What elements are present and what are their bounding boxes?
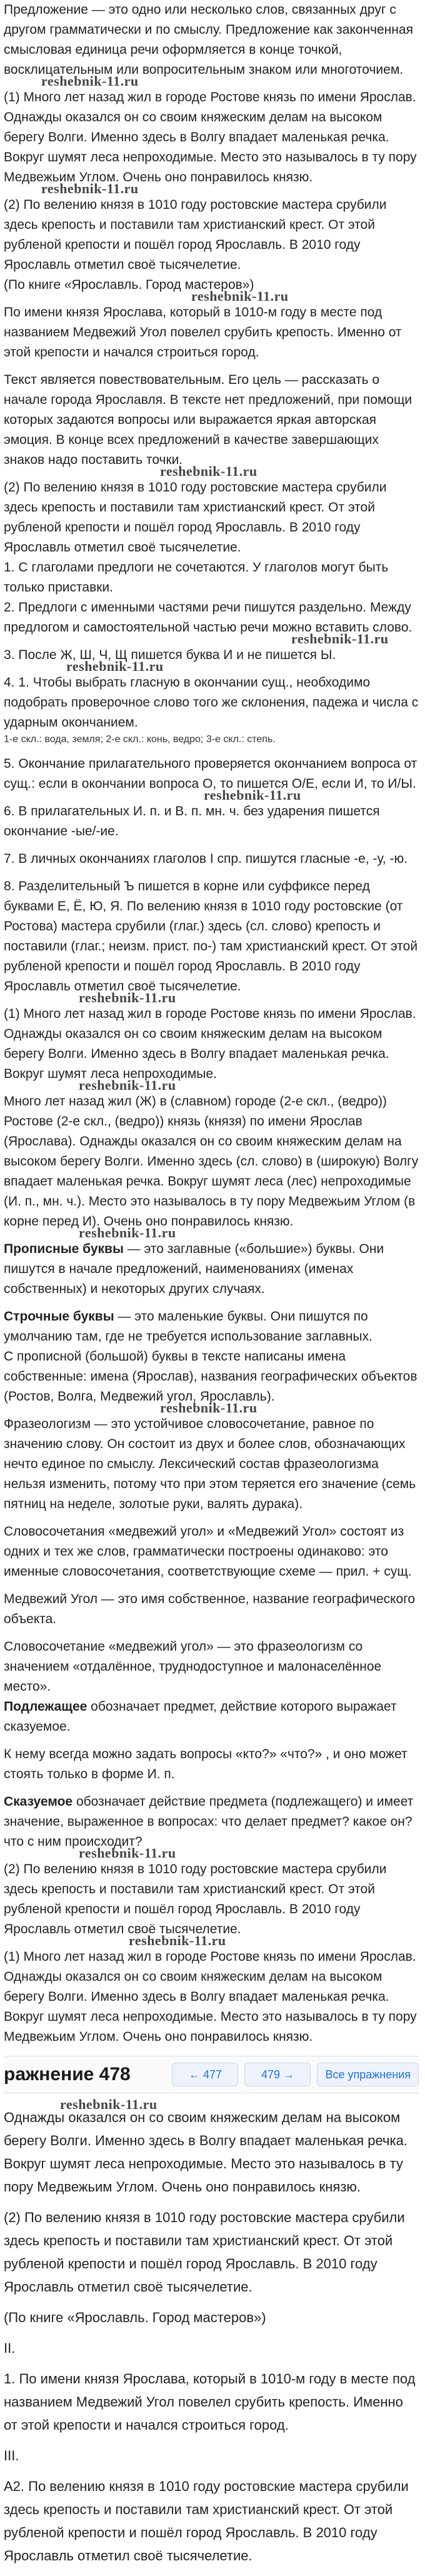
paragraph: 3. После Ж, Ш, Ч, Щ пишется буква И и не пишется Ы. xyxy=(4,648,336,662)
definition: Словосочетание «медвежий угол» — это фразеологизм со значением «отдалённое, труднодоступное и малонаселённое место». xyxy=(4,1639,382,1694)
paragraph: (2) По велению князя в 1010 году ростовские мастера срубили здесь крепость и поставили там христианский крест. От этой рубленой крепости и пошёл город Ярославль. В 2010 году Ярославль отметил своё тысячелетие. xyxy=(4,480,387,555)
paragraph: (2) По велению князя в 1010 году ростовские мастера срубили здесь крепость и поставили там христианский крест. От этой рубленой крепости и пошёл город Ярославль. В 2010 году Ярославль отметил своё тысячелетие. xyxy=(4,2210,405,2295)
definition: Прописные буквы — это заглавные («большие») буквы. Они пишутся в начале предложений, наименованиях (именах собственных) и некоторых других случаях. xyxy=(4,1242,384,1296)
paragraph: 1-е скл.: вода, земля; 2-е скл.: конь, ведро; 3-е скл.: степь. xyxy=(4,734,276,745)
section-number: II. xyxy=(4,2340,16,2356)
definition: С прописной (большой) буквы в тексте написаны имена собственные: имена (Ярослав), названия географических объектов (Ростов, Волга, Медвежий угол, Ярославль). xyxy=(4,1349,418,1404)
definition: Словосочетания «медвежий угол» и «Медвежий Угол» состоят из одних и тех же слов, грамматически построены одинаково: это именные словосочетания, соответствующие схеме — прил. + сущ. xyxy=(4,1524,412,1579)
paragraph: 1. С глаголами предлоги не сочетаются. У глаголов могут быть только приставки. xyxy=(4,560,389,595)
exercise-navbar xyxy=(4,2056,419,2093)
definition: К нему всегда можно задать вопросы «кто?» «что?» , и оно может стоять только в форме И. п. xyxy=(4,1747,408,1781)
paragraph: Однажды оказался он со своим княжеским делам на высоком берегу Волги. Именно здесь в Волгу впадает маленькая речка. Вокруг шумят леса непроходимые. Место это называлось в ту пору Медвежьим Углом. Очень оно понравилось князю. xyxy=(4,2110,408,2195)
paragraph: (1) Много лет назад жил в городе Ростове князь по имени Ярослав. Однажды оказался он со своим княжеским делам на высоком берегу Волги. Именно здесь в Волгу впадает маленькая речка. Вокруг шумят леса непроходимые. Место это называлось в ту пору Медвежьим Углом. Очень оно понравилось князю. xyxy=(4,90,417,184)
definition: Подлежащее обозначает предмет, действие которого выражает сказуемое. xyxy=(4,1699,397,1734)
paragraph: 2. Предлоги с именными частями речи пишутся раздельно. Между предлогом и самостоятельной частью речи можно вставить слово. xyxy=(4,600,412,635)
paragraph: 7. В личных окончаниях глаголов I спр. пишутся гласные -е, -у, -ю. xyxy=(4,852,408,866)
paragraph: 4. 1. Чтобы выбрать гласную в окончании сущ., необходимо подобрать проверочное слово того же склонения, падежа и числа с ударным окончанием. xyxy=(4,675,419,730)
prev-exercise-button[interactable]: ← 477 xyxy=(172,2063,238,2086)
definition: (1) Много лет назад жил в городе Ростове князь по имени Ярослав. Однажды оказался он со своим княжеским делам на высоком берегу Волги. Именно здесь в Волгу впадает маленькая речка. Вокруг шумят леса непроходимые. Место это называлось в ту пору Медвежьим Углом. Очень оно понравилось князю. xyxy=(4,1950,417,2044)
definition: Сказуемое обозначает действие предмета (подлежащего) и имеет значение, выраженное в вопросах: что делает предмет? какое он? что с ним происходит? xyxy=(4,1794,414,1849)
definition: (2) По велению князя в 1010 году ростовские мастера срубили здесь крепость и поставили там христианский крест. От этой рубленой крепости и пошёл город Ярославль. В 2010 году Ярославль отметил своё тысячелетие. xyxy=(4,1862,387,1936)
paragraph: 1. По имени князя Ярослава, который в 1010-м году в месте под названием Медвежий Угол повелел срубить крепость. Именно от этой крепости и начался строиться город. xyxy=(4,2371,416,2433)
definition: Фразеологизм — это устойчивое словосочетание, равное по значению слову. Он состоит из двух и более слов, обозначающих нечто единое по смыслу. Лексический состав фразеологизма нельзя изменить, потому что при этом теряется его значение (семь пятниц на неделе, золотые руки, валять дурака). xyxy=(4,1417,416,1511)
paragraph: (1) Много лет назад жил в городе Ростове князь по имени Ярослав. Однажды оказался он со своим княжеским делам на высоком берегу Волги. Именно здесь в Волгу впадает маленькая речка. Вокруг шумят леса непроходимые. xyxy=(4,1007,416,1081)
definitions-block: Прописные буквы — это заглавные («большие») буквы. Они пишутся в начале предложений, наименованиях (именах собственных) и некоторых других случаях. Строчные буквы — это маленькие буквы. Они пишутся по умолчанию там, где не требуется использование заглавных. С прописной (большой) буквы в тексте написаны имена собственные: имена (Ярослав), названия географических объектов (Ростов, Волга, Медвежий угол, Ярославль). reshebnik-11.ru Фразеологизм — это устойчивое словосочетание, равное по значению слову. Он состоит из двух и более слов, обозначающих нечто единое по смыслу. Лексический состав фразеологизма нельзя изменить, потому что при этом теряется его значение (семь пятниц на неделе, золотые руки, валять дурака). Словосочетания «медвежий угол» и «Медвежий Угол» состоят из одних и тех же слов, грамматически построены одинаково: это именные словосочетания, соответствующие схеме — прил. + сущ. Медвежий Угол — это имя собственное, название географического объекта. Словосочетание «медвежий угол» — это фразеологизм со значением «отдалённое, труднодоступное и малонаселённое место». Подлежащее обозначает предмет, действие которого выражает сказуемое. К нему всегда можно задать вопросы «кто?» «что?» , и оно может стоять только в форме И. п. Сказуемое обозначает действие предмета (подлежащего) и имеет значение, выраженное в вопросах: что делает предмет? какое он? что с ним происходит? reshebnik-11.ru (2) По велению князя в 1010 году ростовские мастера срубили здесь крепость и поставили там христианский крест. От этой рубленой крепости и пошёл город Ярославль. В 2010 году Ярославль отметил своё тысячелетие. reshebnik-11.ru (1) Много лет назад жил в городе Ростове князь по имени Ярослав. Однажды оказался он со своим княжеским делам на высоком берегу Волги. Именно здесь в Волгу впадает маленькая речка. Вокруг шумят леса непроходимые. Место это называлось в ту пору Медвежьим Углом. Очень оно понравилось князю. xyxy=(4,1239,419,2047)
paragraph: Текст является повествовательным. Его цель — рассказать о начале города Ярославля. В тексте нет предложений, при помощи которых задаются вопросы или выражается яркая авторская эмоция. В конце всех предложений в качестве завершающих знаков надо поставить точки. xyxy=(4,373,412,467)
exercise-title: ражнение 478 xyxy=(4,2064,131,2085)
definition: Медвежий Угол — это имя собственное, название географического объекта. xyxy=(4,1592,416,1626)
paragraph: Предложение — это одно или несколько слов, связанных друг с другом грамматически и по смыслу. Предложение как законченная смысловая единица речи оформляется в конце точкой, восклицательным или вопросительным знаком или многоточием. xyxy=(4,3,413,77)
definition: Строчные буквы — это маленькие буквы. Они пишутся по умолчанию там, где не требуется использование заглавных. xyxy=(4,1309,372,1344)
paragraph: 6. В прилагательных И. п. и В. п. мн. ч. без ударения пишется окончание -ые/-ие. xyxy=(4,804,380,838)
paragraph: По имени князя Ярослава, который в 1010-м году в месте под названием Медвежий Угол повелел срубить крепость. Именно от этой крепости и начался строиться город. xyxy=(4,305,402,360)
paragraph: 5. Окончание прилагательного проверяется окончанием вопроса от сущ.: если в окончании вопроса О, то пишется О/Е, если И, то И/Ы. xyxy=(4,757,418,791)
paragraph: (2) По велению князя в 1010 году ростовские мастера срубили здесь крепость и поставили там христианский крест. От этой рубленой крепости и пошёл город Ярославль. В 2010 году Ярославль отметил своё тысячелетие. xyxy=(4,198,387,272)
next-exercise-button[interactable]: 479 → xyxy=(244,2063,311,2086)
paragraph: 8. Разделительный Ъ пишется в корне или суффиксе перед буквами Е, Ё, Ю, Я. По велению князя в 1010 году ростовские (от Ростова) мастера срубили (глаг.) здесь (сл. слово) крепость и поставили (глаг.; неизм. прист. по-) там христианский крест. От этой рубленой крепости и пошёл город Ярославль. В 2010 году Ярославль отметил своё тысячелетие. xyxy=(4,879,418,994)
answer-section: reshebnik-11.ru Однажды оказался он со своим княжеским делам на высоком берегу Волги. Именно здесь в Волгу впадает маленькая речка. Вокруг шумят леса непроходимые. Место это называлось в ту пору Медвежьим Углом. Очень оно понравилось князю. (2) По велению князя в 1010 году ростовские мастера срубили здесь крепость и поставили там христианский крест. От этой рубленой крепости и пошёл город Ярославль. В 2010 году Ярославль отметил своё тысячелетие. (По книге «Ярославль. Город мастеров») II. 1. По имени князя Ярослава, который в 1010-м году в месте под названием Медвежий Угол повелел срубить крепость. Именно от этой крепости и начался строиться город. III. А2. По велению князя в 1010 году ростовские мастера срубили здесь крепость и поставили там христианский крест. От этой рубленой крепости и пошёл город Ярославль. В 2010 году Ярославль отметил своё тысячелетие. xyxy=(4,2098,419,2567)
section-number: III. xyxy=(4,2448,19,2463)
page-content: Предложение — это одно или несколько слов, связанных друг с другом грамматически и по смыслу. Предложение как законченная смысловая единица речи оформляется в конце точкой, восклицательным или вопросительным знаком или многоточием. reshebnik-11.ru (1) Много лет назад жил в городе Ростове князь по имени Ярослав. Однажды оказался он со своим княжеским делам на высоком берегу Волги. Именно здесь в Волгу впадает маленькая речка. Вокруг шумят леса непроходимые. Место это называлось в ту пору Медвежьим Углом. Очень оно понравилось князю. reshebnik-11.ru (2) По велению князя в 1010 году ростовские мастера срубили здесь крепость и поставили там христианский крест. От этой рубленой крепости и пошёл город Ярославль. В 2010 году Ярославль отметил своё тысячелетие. (По книге «Ярославль. Город мастеров») reshebnik-11.ru По имени князя Ярослава, который в 1010-м году в месте под названием Медвежий Угол повелел срубить крепость. Именно от этой крепости и начался строиться город. Текст является повествовательным. Его цель — рассказать о начале города Ярославля. В тексте нет предложений, при помощи которых задаются вопросы или выражается яркая авторская эмоция. В конце всех предложений в качестве завершающих знаков надо поставить точки. reshebnik-11.ru (2) По велению князя в 1010 году ростовские мастера срубили здесь крепость и поставили там христианский крест. От этой рубленой крепости и пошёл город Ярославль. В 2010 году Ярославль отметил своё тысячелетие. 1. С глаголами предлоги не сочетаются. У глаголов могут быть только приставки. 2. Предлоги с именными частями речи пишутся раздельно. Между предлогом и самостоятельной частью речи можно вставить слово. reshebnik-11.ru 3. После Ж, Ш, Ч, Щ пишется буква И и не пишется Ы. reshebnik-11.ru 4. 1. Чтобы выбрать гласную в окончании сущ., необходимо подобрать проверочное слово того же склонения, падежа и числа с ударным окончанием. 1-е скл.: вода, земля; 2-е скл.: конь, ведро; 3-е скл.: степь. 5. Окончание прилагательного проверяется окончанием вопроса от сущ.: если в окончании вопроса О, то пишется О/Е, если И, то И/Ы. reshebnik-11.ru 6. В прилагательных И. п. и В. п. мн. ч. без ударения пишется окончание -ые/-ие. 7. В личных окончаниях глаголов I спр. пишутся гласные -е, -у, -ю. 8. Разделительный Ъ пишется в корне или суффиксе перед буквами Е, Ё, Ю, Я. По велению князя в 1010 году ростовские (от Ростова) мастера срубили (глаг.) здесь (сл. слово) крепость и поставили (глаг.; неизм. прист. по-) там христианский крест. От этой рубленой крепости и пошёл город Ярославль. В 2010 году Ярославль отметил своё тысячелетие. reshebnik-11.ru (1) Много лет назад жил в городе Ростове князь по имени Ярослав. Однажды оказался он со своим княжеским делам на высоком берегу Волги. Именно здесь в Волгу впадает маленькая речка. Вокруг шумят леса непроходимые. reshebnik-11.ru Много лет назад жил (Ж) в (славном) городе (2-е скл., (ведро)) Ростове (2-е скл., (ведро)) князь (князя) по имени Ярослав (Ярослава). Однажды оказался он со своим княжеским делам на высоком берегу Волги. Именно здесь (сл. слово) в (широкую) Волгу впадает маленькая речка. Вокруг шумят леса (лес) непроходимые (И. п., мн. ч.). Место это называлось в ту пору Медвежьим Углом (в корне перед И). Очень оно понравилось князю. reshebnik-11.ru Прописные буквы — это заглавные («большие») буквы. Они пишутся в начале предложений, наименованиях (именах собственных) и некоторых других случаях. Строчные буквы — это маленькие буквы. Они пишутся по умолчанию там, где не требуется использование заглавных. С прописной (большой) буквы в тексте написаны имена собственные: имена (Ярослав), названия географических объектов (Ростов, Волга, Медвежий угол, Ярославль). reshebnik-11.ru Фразеологизм — это устойчивое словосочетание, равное по значению слову. Он состоит из двух и более слов, обозначающих нечто единое по смыслу. Лексический состав фразеологизма нельзя изменить, потому что при этом теряется его значение (семь пятниц на неделе, золотые руки, валять дурака). Словосочетания «медвежий угол» и «Медвежий Угол» состоят из одних и тех же слов, грамматически построены одинаково: это именные словосочетания, соответствующие схеме — прил. + сущ. Медвежий Угол — это имя собственное, название географического объекта. Словосочетание «медвежий угол» — это фразеологизм со значением «отдалённое, труднодоступное и малонаселённое место». Подлежащее обозначает предмет, действие которого выражает сказуемое. К нему всегда можно задать вопросы «кто?» «что?» , и оно может стоять только в форме И. п. Сказуемое обозначает действие предмета (подлежащего) и имеет значение, выраженное в вопросах: что делает предмет? какое он? что с ним происходит? reshebnik-11.ru (2) По велению князя в 1010 году ростовские мастера срубили здесь крепость и поставили там христианский крест. От этой рубленой крепости и пошёл город Ярославль. В 2010 году Ярославль отметил своё тысячелетие. reshebnik-11.ru (1) Много лет назад жил в городе Ростове князь по имени Ярослав. Однажды оказался он со своим княжеским делам на высоком берегу Волги. Именно здесь в Волгу впадает маленькая речка. Вокруг шумят леса непроходимые. Место это называлось в ту пору Медвежьим Углом. Очень оно понравилось князю. ражнение 478 ← 477 479 → Все упражнения reshebnik-11.ru Однажды оказался он со своим княжеским делам на высоком берегу Волги. Именно здесь в Волгу впадает маленькая речка. Вокруг шумят леса непроходимые. Место это называлось в ту пору Медвежьим Углом. Очень оно понравилось князю. (2) По велению князя в 1010 году ростовские мастера срубили здесь крепость и поставили там христианский крест. От этой рубленой крепости и пошёл город Ярославль. В 2010 году Ярославль отметил своё тысячелетие. (По книге «Ярославль. Город мастеров») II. 1. По имени князя Ярослава, который в 1010-м году в месте под названием Медвежий Угол повелел срубить крепость. Именно от этой крепости и начался строиться город. III. А2. По велению князя в 1010 году ростовские мастера срубили здесь крепость и поставили там христианский крест. От этой рубленой крепости и пошёл город Ярославль. В 2010 году Ярославль отметил своё тысячелетие. xyxy=(0,0,425,2567)
paragraph: (По книге «Ярославль. Город мастеров») xyxy=(4,278,254,292)
paragraph: Много лет назад жил (Ж) в (славном) городе (2-е скл., (ведро)) Ростове (2-е скл., (ведро)) князь (князя) по имени Ярослав (Ярослава). Однажды оказался он со своим княжеским делам на высоком берегу Волги. Именно здесь (сл. слово) в (широкую) Волгу впадает маленькая речка. Вокруг шумят леса (лес) непроходимые (И. п., мн. ч.). Место это называлось в ту пору Медвежьим Углом (в корне перед И). Очень оно понравилось князю. xyxy=(4,1094,419,1229)
paragraph: (По книге «Ярославль. Город мастеров») xyxy=(4,2310,266,2325)
paragraph: А2. По велению князя в 1010 году ростовские мастера срубили здесь крепость и поставили там христианский крест. От этой рубленой крепости и пошёл город Ярославль. В 2010 году Ярославль отметил своё тысячелетие. xyxy=(4,2478,409,2563)
all-exercises-button[interactable]: Все упражнения xyxy=(317,2063,419,2086)
